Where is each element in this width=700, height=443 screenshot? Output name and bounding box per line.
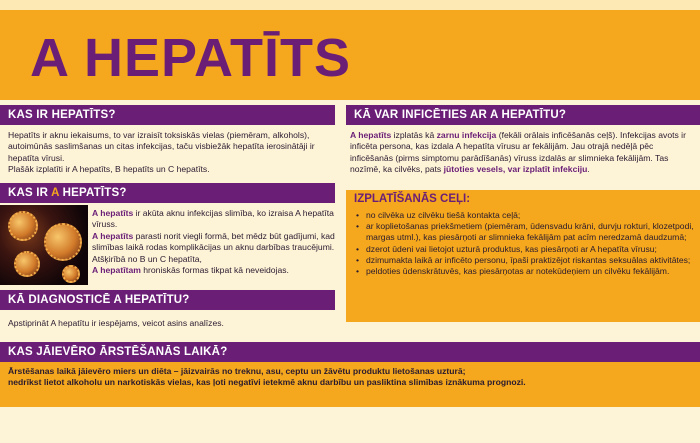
hepatitis-types-para: Plašāk izplatīti ir A hepatīts, B hepatīts un C hepatīts. [8,164,210,175]
list-item: • no cilvēka uz cilvēku tiešā kontakta ceļā; [356,210,696,221]
what-is-a-hepatitis-text: A hepatīts ir akūta aknu infekcijas slimība, ko izraisa A hepatīta vīruss. A hepatīts parasti norit viegli formā, bet mēdz būt gadījumi, kad slimības laikā rodas komplikācijas un aknu darbības traucējumi. Atšķirībā no B un C hepatīta, A hepatītam hroniskās formas tikpat kā neveidojas. [92,208,335,276]
section-heading-how-infected: KĀ VAR INFICĒTIES AR A HEPATĪTU? [346,105,700,125]
treatment-text: Ārstēšanas laikā jāievēro miers un diēta – jāizvairās no treknu, asu, ceptu un žāvētu produktu lietošanas uzturā; nedrīkst lietot alkoholu un narkotiskās vielas, kas ļoti negatīvi ietekmē aknu darbību un pasliktina slimības iznākuma prognozi. [8,366,526,388]
list-item: • peldoties ūdenskrātuvēs, kas piesārņotas ar notekūdeņiem un cilvēku fekālijām. [356,266,696,277]
virus-particle [44,223,82,261]
section-heading-treatment: KAS JĀIEVĒRO ĀRSTĒŠANĀS LAIKĀ? [0,342,700,362]
spread-routes-list [356,210,696,277]
top-band [0,0,700,10]
page-title: A HEPATĪTS [30,28,352,88]
list-item: • dzimumakta laikā ar inficēto personu, īpaši praktizējot riskantas seksuālas aktivitātes; [356,255,696,266]
section-heading-diagnosis: KĀ DIAGNOSTICĒ A HEPATĪTU? [0,290,335,310]
section-heading-what-is-a-hepatitis: KAS IR A HEPATĪTS? [0,183,335,203]
virus-illustration [0,205,88,285]
diagnosis-text: Apstiprināt A hepatītu ir iespējams, veicot asins analīzes. [8,318,224,328]
virus-particle [14,251,40,277]
section-heading-what-is-hepatitis: KAS IR HEPATĪTS? [0,105,335,125]
virus-particle [62,265,80,283]
how-infected-text: A hepatīts izplatās kā zarnu infekcija (fekāli orālais inficēšanās ceļš). Infekcijas avots ir inficēta persona, kas izdala A hepatīta vīrusu ar fekālijām. Jau otrajā nedēļā pēc inficēšanās (pirms simptomu parādīšanās) vīruss izdalās ar slimnieka fekālijām. Tas nozīmē, ka cilvēks, pats jūtoties vesels, var izplatīt infekciju. [350,130,686,175]
list-item: • ar koplietošanas priekšmetiem (piemēram, ūdensvadu krāni, durvju rokturi, klozetpodi, margas utml.), kas piesārņoti ar slimnieka fekālijām pat acīm neredzamā daudzumā; [356,221,696,243]
virus-particle [8,211,38,241]
what-is-hepatitis-text [8,130,333,176]
spread-routes-heading: IZPLATĪŠANĀS CEĻI: [354,193,471,205]
list-item: • dzerot ūdeni vai lietojot uzturā produktus, kas piesārņoti ar A hepatīta vīrusu; [356,244,696,255]
what-is-hepatitis-para: Hepatīts ir aknu iekaisums, to var izraisīt toksiskās vielas (piemēram, alkohols), autoimūnās saslimšanas un citas infekcijas, taču visbiežāk hepatīta ierosinātāji ir hepatīta vīrusi. [8,130,315,163]
